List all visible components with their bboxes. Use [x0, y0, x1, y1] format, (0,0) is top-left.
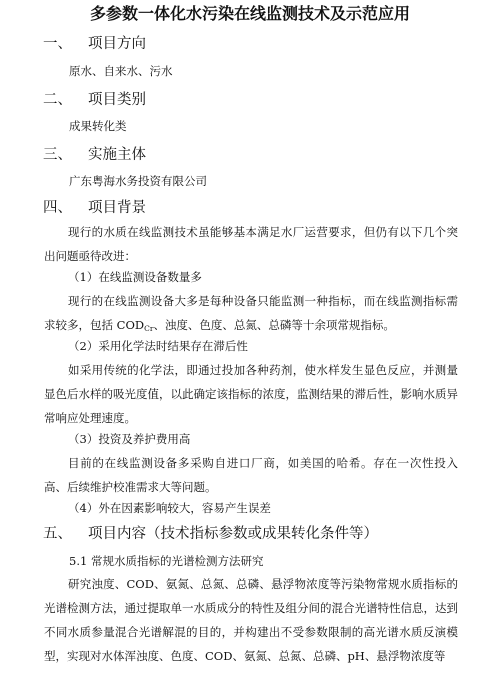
- background-point-heading: （3）投资及养护费用高: [68, 432, 191, 446]
- section-number: 四、: [43, 200, 72, 216]
- document-title: 多参数一体化水污染在线监测技术及示范应用: [89, 4, 410, 23]
- entity-content: 广东粤海水务投资有限公司: [69, 174, 207, 188]
- section-number: 五、: [43, 526, 72, 542]
- background-intro: 现行的水质在线监测技术虽能够基本满足水厂运营要求，但仍有以下几个突出问题亟待改进：: [44, 225, 458, 263]
- section-heading-category: [43, 90, 146, 110]
- background-point-heading: （1）在线监测设备数量多: [68, 270, 202, 284]
- section-heading-content: [43, 524, 378, 544]
- point-text: 、浊度、色度、总氮、总磷等十余项常规指标。: [153, 318, 395, 332]
- background-point-body: 如采用传统的化学法，即通过投加各种药剂，使水样发生显色反应，并测量显色后水样的吸光度值，以此确定该指标的浓度，监测结果的滞后性，影响水质异常响应处理速度。: [44, 363, 458, 425]
- background-point-heading: （4）外在因素影响较大，容易产生误差: [68, 501, 271, 515]
- section-number: 二、: [43, 92, 72, 108]
- background-point-body: 目前的在线监测设备多采购自进口厂商，如美国的哈希。存在一次性投入高、后续维护校准需求大等问题。: [44, 456, 458, 494]
- section-title: 实施主体: [88, 147, 146, 163]
- section-heading-entity: [43, 145, 146, 165]
- direction-content: 原水、自来水、污水: [69, 64, 173, 78]
- background-point-body: [44, 289, 458, 341]
- section-title: 项目类别: [88, 92, 146, 108]
- section-title: 项目方向: [88, 36, 146, 52]
- section-number: 三、: [43, 147, 72, 163]
- subscript: Cr: [144, 324, 154, 333]
- section-title: 项目背景: [88, 200, 146, 216]
- section-title: 项目内容（技术指标参数或成果转化条件等）: [88, 526, 378, 542]
- category-content: 成果转化类: [69, 119, 127, 133]
- content-sub-heading: 5.1 常规水质指标的光谱检测方法研究: [69, 554, 264, 568]
- point-text: 现行的在线监测设备大多是每种设备只能监测一种指标，而在线监测指标需求较多，包括 COD: [44, 294, 458, 332]
- background-point-heading: （2）采用化学法时结果存在滞后性: [68, 339, 248, 353]
- section-heading-background: [43, 198, 146, 218]
- section-number: 一、: [43, 36, 72, 52]
- content-body: 研究浊度、COD、氨氮、总氮、总磷、悬浮物浓度等污染物常规水质指标的光谱检测方法，通过提取单一水质成分的特性及组分间的混合光谱特性信息，达到不同水质参量混合光谱解混的目的，并构建出不受参数限制的高光谱水质反演模型，实现对水体浑浊度、色度、COD、氨氮、总氮、总磷、pH、悬浮物浓度等: [44, 577, 458, 663]
- section-heading-direction: [43, 34, 146, 54]
